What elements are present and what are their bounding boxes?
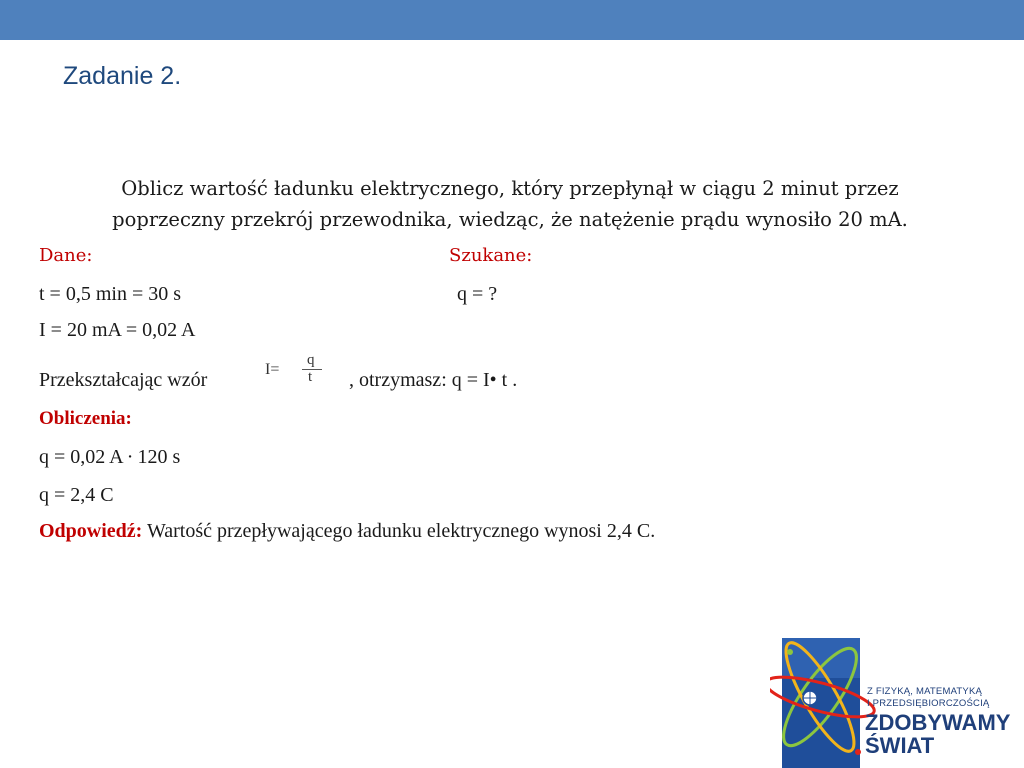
top-banner (0, 0, 1024, 40)
calculations-heading: Obliczenia: (39, 408, 132, 429)
answer-line (39, 520, 655, 543)
dane-label: Dane: (39, 245, 93, 266)
szukane-label: Szukane: (449, 245, 533, 266)
logo-tagline-2: I PRZEDSIĘBIORCZOŚCIĄ (867, 698, 990, 709)
formula-numerator: q (307, 352, 315, 368)
task-line-2: poprzeczny przekrój przewodnika, wiedząc, że natężenie prądu wynosiło 20 mA. (112, 208, 908, 231)
answer-text: Wartość przepływającego ładunku elektrycznego wynosi 2,4 C. (142, 520, 656, 542)
logo-tagline-1: Z FIZYKĄ, MATEMATYKĄ (867, 686, 983, 697)
formula-lhs: I= (265, 361, 280, 378)
answer-label: Odpowiedź: (39, 520, 143, 542)
task-statement (40, 173, 980, 235)
transform-prefix: Przekształcając wzór (39, 369, 208, 391)
transform-result: , otrzymasz: q = I• t . (349, 369, 518, 391)
calculation-line-1: q = 0,02 A ∙ 120 s (39, 446, 181, 468)
logo-title-2: ŚWIAT (865, 733, 935, 758)
sought-charge: q = ? (457, 283, 498, 305)
task-line-1: Oblicz wartość ładunku elektrycznego, który przepłynął w ciągu 2 minut przez (121, 177, 899, 200)
formula-denominator: t (308, 369, 313, 385)
formula-image (265, 352, 323, 388)
given-current: I = 20 mA = 0,02 A (39, 319, 196, 341)
calculation-line-2: q = 2,4 C (39, 484, 114, 506)
logo-title-1: ZDOBYWAMY (865, 710, 1011, 735)
given-time: t = 0,5 min = 30 s (39, 283, 182, 305)
slide-title: Zadanie 2. (63, 62, 182, 90)
